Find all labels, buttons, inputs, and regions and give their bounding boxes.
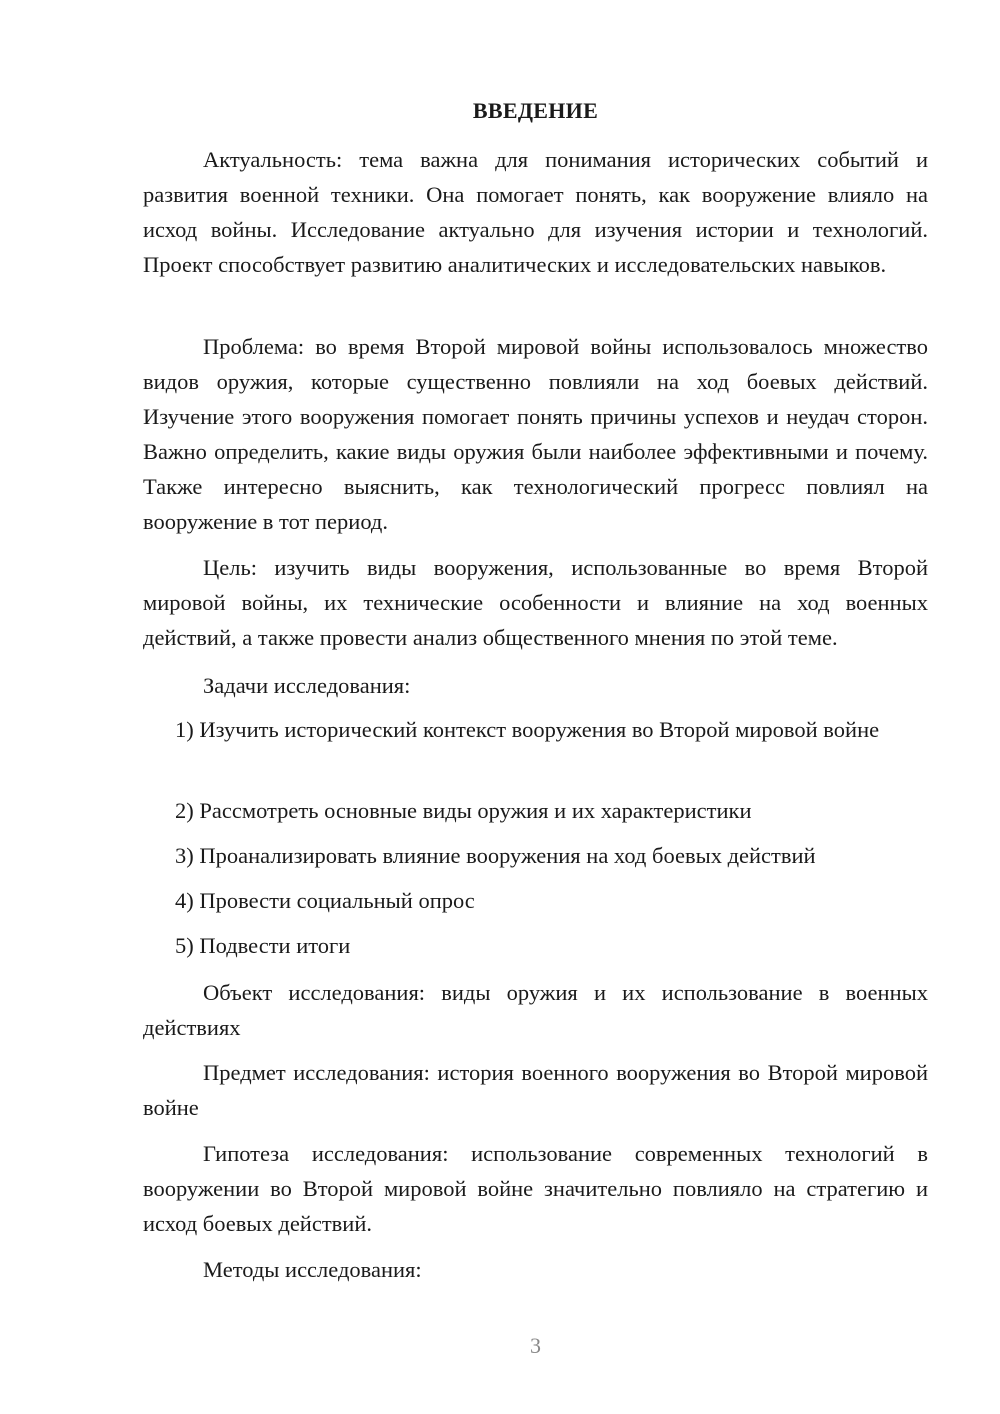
section-heading: ВВЕДЕНИЕ bbox=[472, 98, 599, 123]
methods-heading: Методы исследования: bbox=[203, 1257, 422, 1282]
task-item-2: 2) Рассмотреть основные виды оружия и их характеристики bbox=[175, 798, 752, 823]
tasks-heading: Задачи исследования: bbox=[203, 673, 411, 698]
task-item-3: 3) Проанализировать влияние вооружения на ход боевых действий bbox=[175, 843, 816, 868]
task-item-1: 1) Изучить исторический контекст вооружения во Второй мировой войне bbox=[175, 717, 880, 742]
page-number: 3 bbox=[530, 1333, 541, 1358]
hypothesis-paragraph: Гипотеза исследования: использование современных технологий в вооружении во Второй мировой войне значительно повлияло на стратегию и исход боевых действий. bbox=[143, 1141, 928, 1236]
task-item-4: 4) Провести социальный опрос bbox=[175, 888, 475, 913]
subject-paragraph: Предмет исследования: история военного вооружения во Второй мировой войне bbox=[143, 1060, 928, 1120]
document-page bbox=[143, 0, 928, 1414]
problem-paragraph: Проблема: во время Второй мировой войны использовалось множество видов оружия, которые существенно повлияли на ход боевых действий. Изучение этого вооружения помогает понять причины успехов и неудач сторон. Важно определить, какие виды оружия были наиболее эффективными и почему. Также интересно выяснить, как технологический прогресс повлиял на вооружение в тот период. bbox=[143, 334, 928, 534]
relevance-paragraph: Актуальность: тема важна для понимания исторических событий и развития военной техники. Она помогает понять, как вооружение влияло на исход войны. Исследование актуально для изучения истории и технологий. Проект способствует развитию аналитических и исследовательских навыков. bbox=[143, 147, 928, 277]
object-paragraph: Объект исследования: виды оружия и их использование в военных действиях bbox=[143, 980, 928, 1040]
goal-paragraph: Цель: изучить виды вооружения, использованные во время Второй мировой войны, их технические особенности и влияние на ход военных действий, а также провести анализ общественного мнения по этой теме. bbox=[143, 555, 928, 650]
task-item-5: 5) Подвести итоги bbox=[175, 933, 351, 958]
